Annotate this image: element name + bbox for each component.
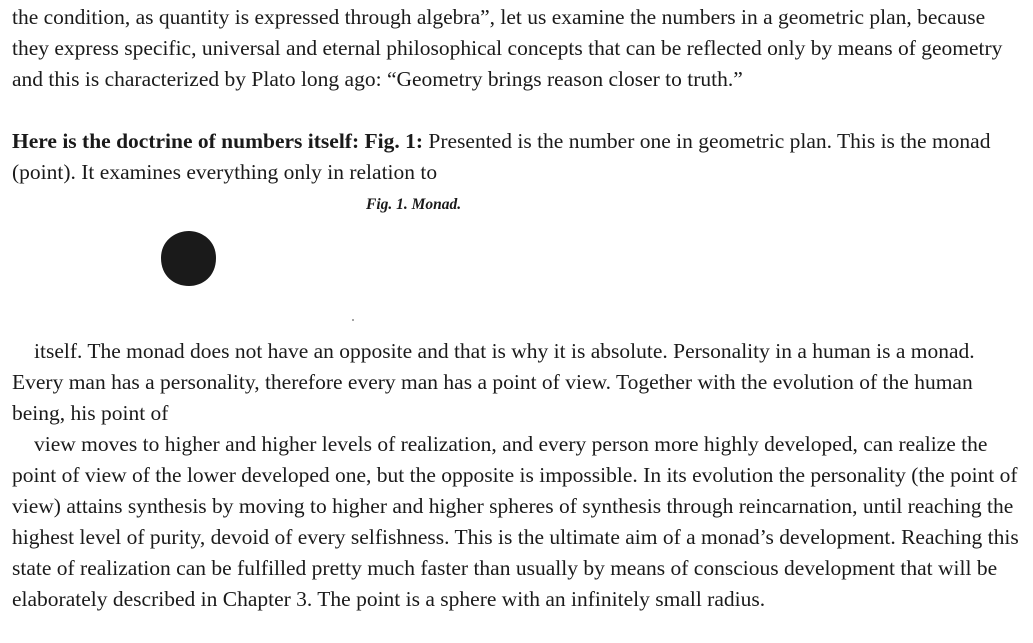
- figure-caption: Fig. 1. Monad.: [366, 196, 462, 213]
- doctrine-text: Presented is the number one in geometric plan. This is the monad (point). It examines everything only in relation to: [12, 129, 991, 184]
- monad-point-icon: [150, 222, 370, 332]
- paragraph-intro: the condition, as quantity is expressed through algebra”, let us examine the numbers in a geometric plan, because they express specific, universal and eternal philosophical concepts that can be reflected only by means of geometry and this is characterized by Plato long ago: “Geometry brings reason closer to truth.”: [12, 5, 1003, 91]
- monad-dot: [161, 231, 216, 286]
- stray-speck: [352, 319, 354, 321]
- doctrine-heading: Here is the doctrine of numbers itself: Fig. 1:: [12, 129, 424, 153]
- figure-monad: [150, 222, 370, 332]
- paragraph-point-of-view: view moves to higher and higher levels of realization, and every person more highly developed, can realize the point of view of the lower developed one, but the opposite is impossible. In its evolution the personality (the point of view) attains synthesis by moving to higher and higher spheres of synthesis through reincarnation, until reaching the highest level of purity, devoid of every selfishness. This is the ultimate aim of a monad’s development. Reaching this state of realization can be fulfilled pretty much faster than usually by means of conscious development that will be elaborately described in Chapter 3. The point is a sphere with an infinitely small radius.: [12, 432, 1019, 611]
- paragraph-monad-itself: itself. The monad does not have an opposite and that is why it is absolute. Personality in a human is a monad. Every man has a personality, therefore every man has a point of view. Together with the evolution of the human being, his point of: [12, 339, 975, 425]
- paragraph-doctrine: [12, 126, 1026, 188]
